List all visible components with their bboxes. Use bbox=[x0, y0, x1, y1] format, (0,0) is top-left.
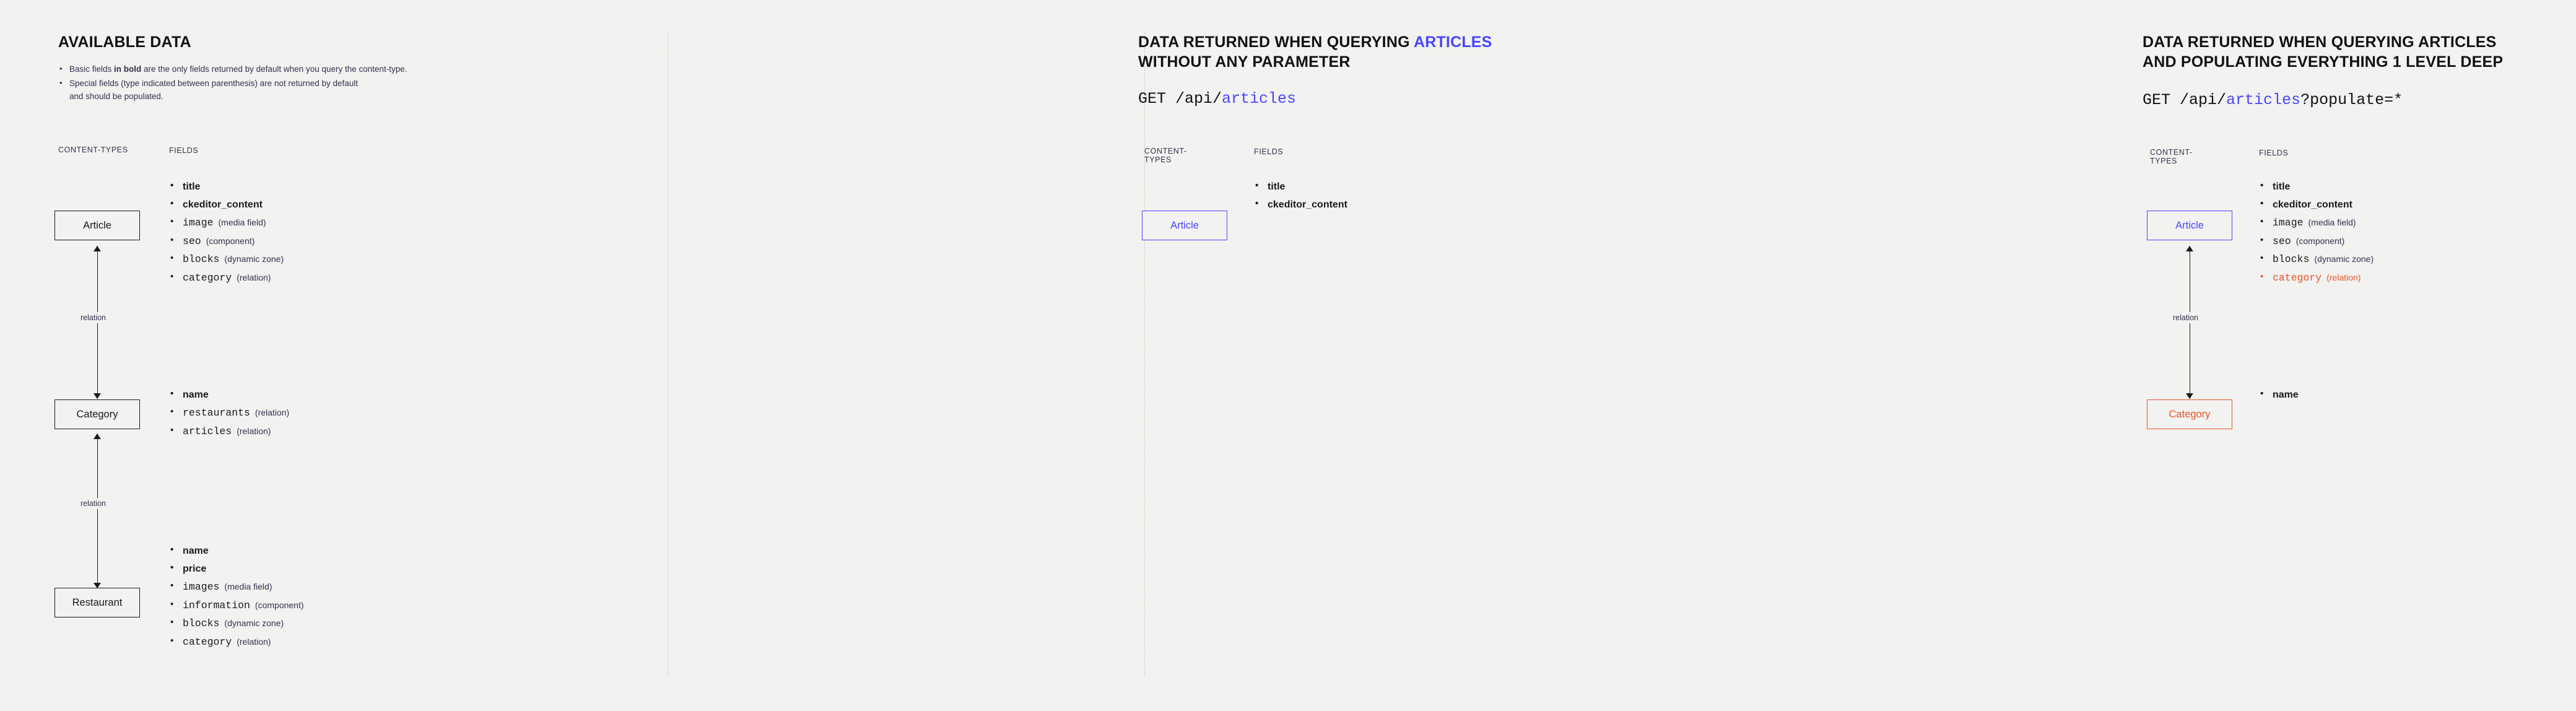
field-name: blocks bbox=[2273, 253, 2310, 266]
field-item bbox=[169, 253, 284, 266]
content-type-label: Article bbox=[1170, 219, 1199, 231]
panel-available-data bbox=[0, 0, 570, 711]
field-item bbox=[169, 617, 304, 630]
field-name: title bbox=[1268, 181, 1286, 192]
field-name: ckeditor_content bbox=[1268, 199, 1347, 210]
field-name: image bbox=[183, 217, 214, 229]
endpoint-resource: articles bbox=[1222, 90, 1297, 108]
content-type-box-article[interactable] bbox=[2147, 211, 2232, 240]
field-name: restaurants bbox=[183, 407, 250, 419]
field-item bbox=[169, 199, 284, 211]
field-type: (relation) bbox=[255, 408, 290, 417]
content-type-box-category[interactable] bbox=[54, 399, 140, 429]
column-label-fields: FIELDS bbox=[2259, 149, 2289, 157]
field-list-restaurant bbox=[169, 545, 304, 655]
note-item: • Basic fields in bold are the only fields returned by default when you query the content-type. bbox=[58, 63, 529, 76]
field-item bbox=[2259, 199, 2374, 211]
note-item: • Special fields (type indicated between parenthesis) are not returned by default and should be populated. bbox=[58, 77, 529, 103]
arrow-down-icon bbox=[94, 583, 101, 588]
field-type: (relation) bbox=[237, 272, 271, 282]
relation-label: relation bbox=[77, 498, 110, 509]
column-label-content-types: CONTENT-TYPES bbox=[2150, 148, 2193, 165]
field-type: (dynamic zone) bbox=[2314, 254, 2374, 264]
field-name: name bbox=[183, 546, 209, 556]
field-item bbox=[169, 425, 289, 438]
field-item bbox=[169, 600, 304, 613]
field-type: (relation) bbox=[2326, 272, 2361, 282]
content-type-label: Category bbox=[2169, 408, 2211, 420]
field-name: name bbox=[183, 390, 209, 400]
field-list-article bbox=[2259, 181, 2374, 290]
field-name: seo bbox=[2273, 235, 2291, 247]
relation-label: relation bbox=[2169, 312, 2202, 323]
field-name: ckeditor_content bbox=[2273, 199, 2352, 210]
arrow-up-icon bbox=[2186, 246, 2193, 251]
field-type: (media field) bbox=[224, 582, 272, 591]
field-name: information bbox=[183, 599, 250, 611]
title-text-part2: WITHOUT ANY PARAMETER bbox=[1138, 53, 1351, 71]
title-text-part1: DATA RETURNED WHEN QUERYING bbox=[1138, 33, 1414, 51]
field-name: images bbox=[183, 581, 220, 593]
endpoint-query: ?populate=* bbox=[2300, 91, 2403, 109]
field-list-category bbox=[169, 389, 289, 443]
field-name: title bbox=[2273, 181, 2291, 192]
column-label-content-types: CONTENT-TYPES bbox=[58, 146, 128, 154]
panel-no-parameter bbox=[570, 0, 1492, 711]
field-name: ckeditor_content bbox=[183, 199, 263, 210]
field-name: seo bbox=[183, 235, 201, 247]
arrow-down-icon bbox=[94, 393, 101, 399]
available-notes bbox=[58, 63, 529, 105]
content-type-box-category[interactable] bbox=[2147, 399, 2232, 429]
field-type: (component) bbox=[2295, 235, 2345, 246]
field-item bbox=[2259, 253, 2374, 266]
field-name: category bbox=[183, 635, 232, 648]
field-list-article bbox=[169, 181, 284, 290]
field-type: (dynamic zone) bbox=[224, 618, 284, 629]
field-type: (media field) bbox=[218, 217, 266, 227]
field-item-highlighted bbox=[2259, 272, 2374, 285]
arrow-up-icon bbox=[94, 434, 101, 439]
column-label-fields: FIELDS bbox=[1254, 147, 1284, 156]
field-item bbox=[169, 389, 289, 401]
title-line-1: DATA RETURNED WHEN QUERYING ARTICLES bbox=[2143, 33, 2497, 51]
content-type-box-restaurant[interactable] bbox=[54, 588, 140, 617]
content-type-label: Restaurant bbox=[72, 596, 123, 608]
field-type: (media field) bbox=[2308, 217, 2356, 227]
field-item bbox=[2259, 181, 2374, 193]
arrow-up-icon bbox=[94, 246, 101, 251]
field-item bbox=[169, 272, 284, 285]
field-item bbox=[169, 235, 284, 248]
field-item bbox=[169, 181, 284, 193]
field-name: name bbox=[2273, 390, 2299, 400]
field-type: (component) bbox=[206, 235, 255, 246]
field-item bbox=[169, 636, 304, 649]
relation-line-category-restaurant bbox=[97, 434, 98, 588]
field-item bbox=[2259, 235, 2374, 248]
content-type-box-article[interactable] bbox=[54, 211, 140, 240]
field-type: (dynamic zone) bbox=[224, 254, 284, 264]
content-type-label: Article bbox=[83, 219, 111, 231]
column-label-content-types: CONTENT-TYPES bbox=[1144, 147, 1187, 164]
field-name: category bbox=[2273, 271, 2322, 284]
panel-title-populate bbox=[2143, 32, 2576, 72]
field-item bbox=[169, 217, 284, 230]
endpoint-resource: articles bbox=[2226, 91, 2301, 109]
field-name: blocks bbox=[183, 617, 220, 630]
field-type: (relation) bbox=[237, 636, 271, 647]
title-line-2: AND POPULATING EVERYTHING 1 LEVEL DEEP bbox=[2143, 53, 2504, 71]
title-accent-articles: ARTICLES bbox=[1413, 33, 1492, 51]
relation-label: relation bbox=[77, 312, 110, 323]
endpoint-prefix: GET /api/ bbox=[2143, 91, 2227, 109]
field-name: price bbox=[183, 564, 207, 574]
field-item bbox=[169, 407, 289, 420]
field-name: blocks bbox=[183, 253, 220, 266]
arrow-down-icon bbox=[2186, 393, 2193, 399]
field-item bbox=[169, 545, 304, 557]
content-type-label: Category bbox=[76, 408, 118, 420]
field-item bbox=[169, 563, 304, 575]
field-type: (relation) bbox=[237, 425, 271, 436]
panel-populate-one-level bbox=[1096, 0, 2504, 711]
panel-title-available: AVAILABLE DATA bbox=[58, 33, 191, 51]
column-label-fields: FIELDS bbox=[169, 146, 199, 155]
field-item bbox=[169, 581, 304, 594]
field-name: category bbox=[183, 271, 232, 284]
endpoint-prefix: GET /api/ bbox=[1138, 90, 1222, 108]
endpoint-populate bbox=[2143, 91, 2403, 109]
field-type: (component) bbox=[255, 600, 304, 610]
field-name: image bbox=[2273, 217, 2304, 229]
content-type-label: Article bbox=[2175, 219, 2204, 231]
field-item bbox=[2259, 389, 2299, 401]
field-item bbox=[2259, 217, 2374, 230]
field-name: articles bbox=[183, 425, 232, 437]
field-name: title bbox=[183, 181, 201, 192]
field-list-category bbox=[2259, 389, 2299, 407]
